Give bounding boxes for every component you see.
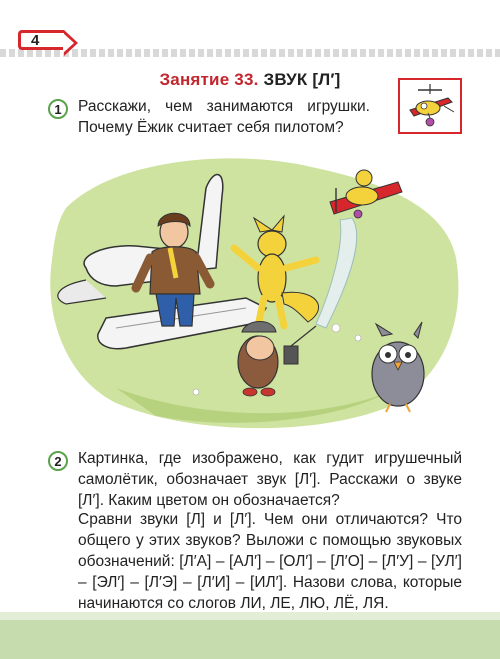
task-2-paragraph-1: Картинка, где изображено, как гудит игрушечный самолётик, обозначает звук [Л′]. Расскажи о звуке [Л′]. Каким цветом он обозначается? [78,450,462,509]
toy-airplane-thumbnail [398,78,462,134]
task-1-text: Расскажи, чем занимаются игрушки. Почему Ёжик считает себя пилотом? [78,98,370,136]
toy-airplane-icon [400,80,460,132]
lesson-label: Занятие 33. [159,70,259,89]
task-2-paragraph-2: Сравни звуки [Л] и [Л′]. Чем они отличаются? Что общего у этих звуков? Выложи с помощью звуковых обозначений: [Л′А] – [АЛ′] – [ОЛ′] – [Л′О] – [Л′У] – [УЛ′] – [ЭЛ′] – [Л′Э] – [Л′И] – [ИЛ′]. Назови слова, которые начинаются со слогов ЛИ, ЛЕ, ЛЮ, ЛЁ, ЛЯ. [78,511,462,612]
page-number-badge [18,30,64,50]
page-number: 4 [31,31,40,49]
footer-band [0,620,500,659]
lesson-sound: ЗВУК [Л′] [263,70,341,89]
task-number-2: 2 [48,451,68,471]
main-illustration [46,148,466,430]
task-number-1: 1 [48,99,68,119]
